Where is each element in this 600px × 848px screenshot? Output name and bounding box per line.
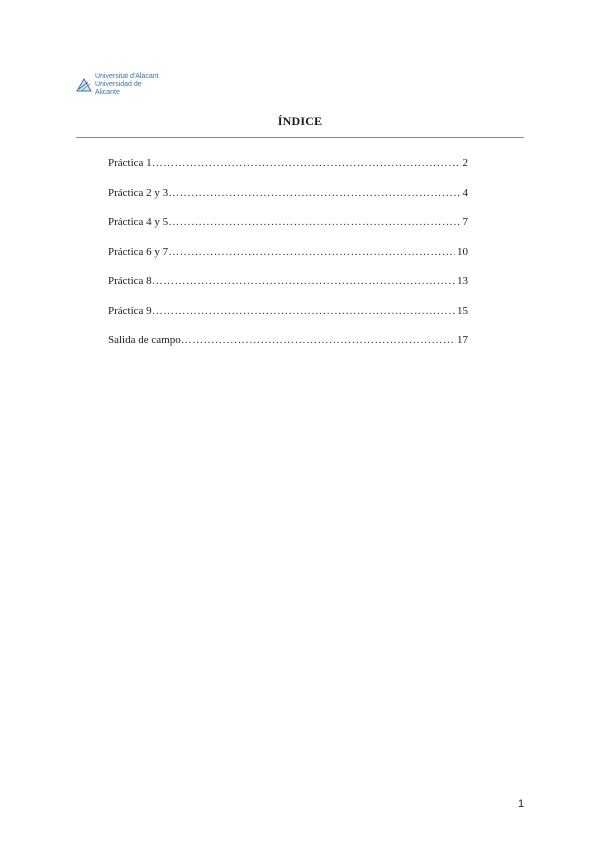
toc-item-page: 2: [462, 157, 468, 169]
logo-line-2: Universidad de Alicante: [94, 81, 142, 96]
toc-leader-dots: [181, 334, 455, 346]
university-logo-icon: [76, 77, 92, 93]
toc-item[interactable]: [108, 305, 468, 335]
toc-item-label: Práctica 1: [108, 157, 152, 169]
logo-line-1: Universitat d'Alacant: [94, 73, 159, 80]
toc-item-label: Práctica 2 y 3: [108, 186, 169, 199]
toc-item-page: 13: [457, 275, 468, 287]
toc-item-label: Salida de campo: [108, 334, 181, 346]
toc-item-page: 17: [457, 334, 468, 346]
toc-item-page: 7: [462, 216, 468, 228]
toc-item-label: Práctica 9: [108, 304, 152, 317]
toc-item[interactable]: [108, 275, 468, 305]
header-rule: [76, 137, 524, 138]
toc-leader-dots: [152, 157, 461, 169]
page-title: ÍNDICE: [277, 114, 323, 128]
toc-item[interactable]: [108, 157, 468, 187]
university-logo: [76, 75, 168, 95]
toc-leader-dots: [168, 216, 460, 228]
toc-leader-dots: [168, 187, 460, 199]
toc-item[interactable]: [108, 216, 468, 246]
toc-item-page: 4: [462, 186, 468, 199]
toc-item[interactable]: [108, 187, 468, 217]
toc-item-label: Práctica 4 y 5: [108, 216, 169, 228]
toc-item[interactable]: [108, 246, 468, 276]
toc-item-label: Práctica 6 y 7: [108, 245, 169, 258]
toc-item-label: Práctica 8: [108, 275, 152, 287]
toc-item[interactable]: [108, 334, 468, 364]
toc-leader-dots: [168, 246, 455, 258]
toc-leader-dots: [152, 275, 455, 287]
toc-item-page: 15: [457, 304, 468, 317]
table-of-contents: [108, 157, 468, 364]
toc-item-page: 10: [457, 245, 468, 258]
toc-leader-dots: [152, 305, 455, 317]
page-number: 1: [518, 798, 525, 810]
